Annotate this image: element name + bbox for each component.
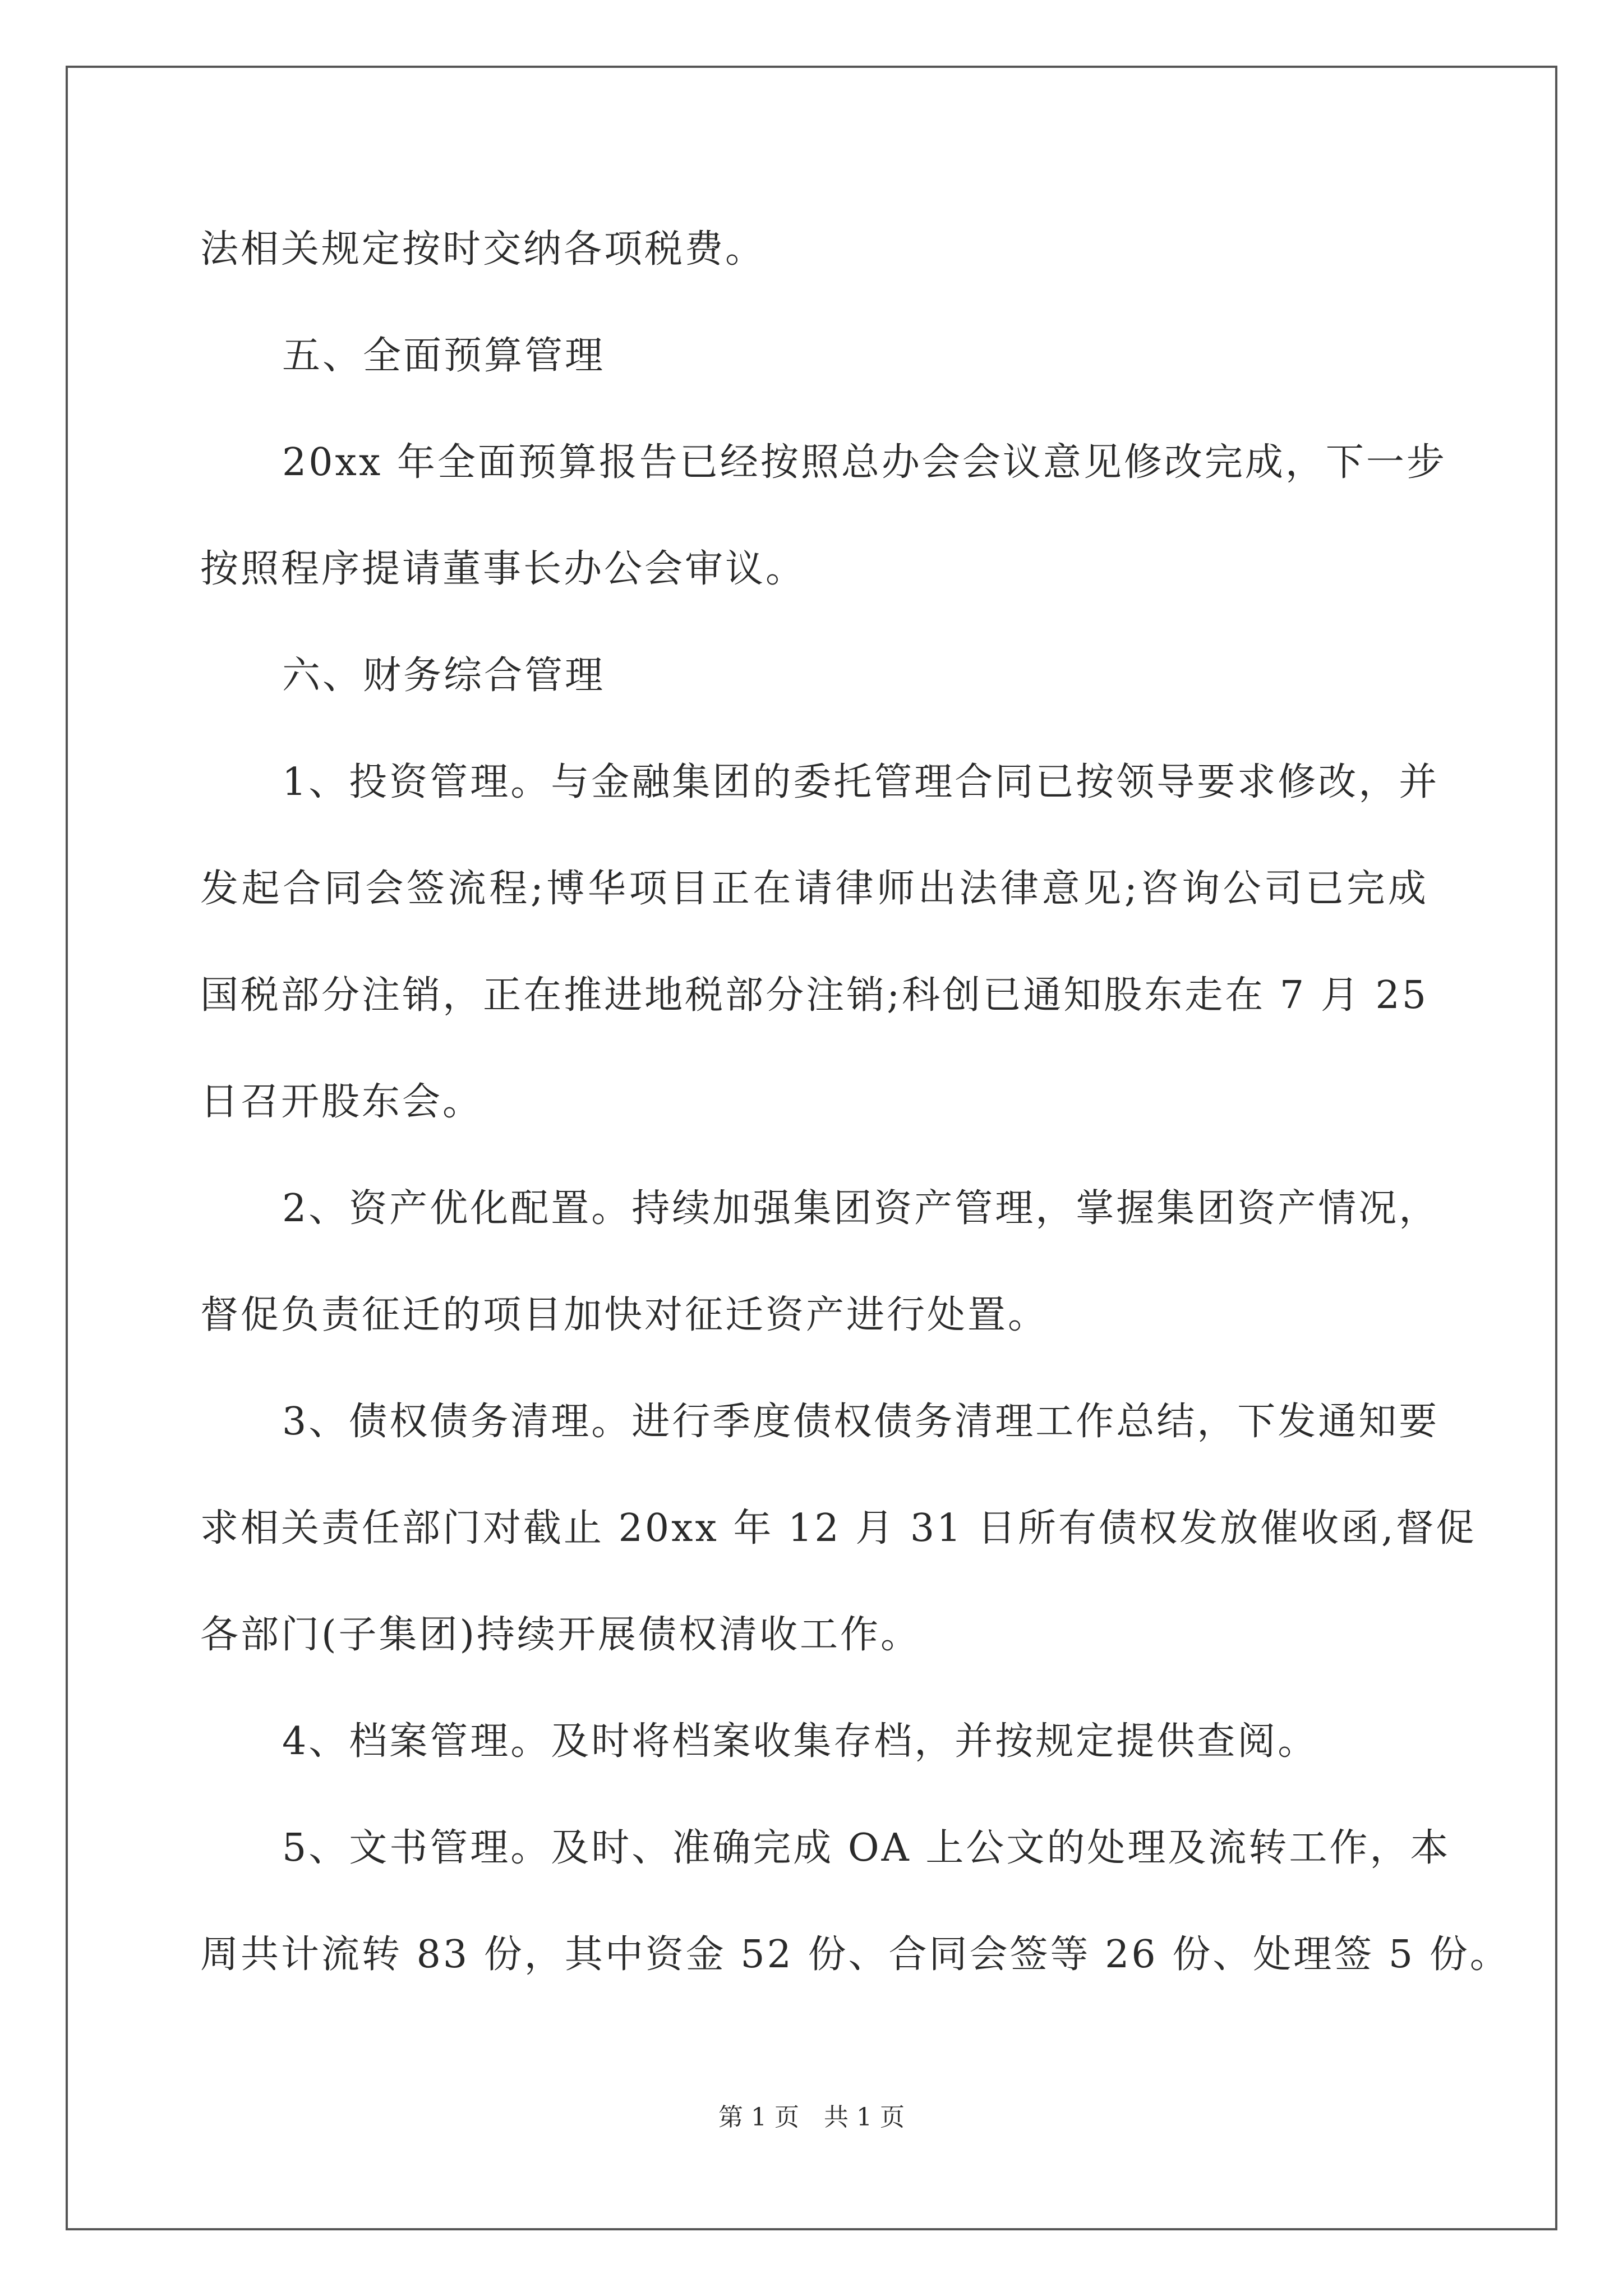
page-number-footer: 第 1 页 共 1 页 xyxy=(718,2103,905,2132)
page-border xyxy=(66,66,1557,2230)
text-line: 1、投资管理。与金融集团的委托管理合同已按领导要求修改，并 xyxy=(282,760,1440,804)
text-line: 发起合同会签流程;博华项目正在请律师出法律意见;咨询公司已完成 xyxy=(200,867,1428,911)
text-line: 日召开股东会。 xyxy=(200,1080,483,1124)
text-line: 按照程序提请董事长办公会审议。 xyxy=(200,547,806,591)
text-line: 周共计流转 83 份，其中资金 52 份、合同会签等 26 份、处理签 5 份。 xyxy=(200,1932,1510,1977)
text-line: 5、文书管理。及时、准确完成 OA 上公文的处理及流转工作，本 xyxy=(282,1826,1451,1870)
text-line: 3、债权债务清理。进行季度债权债务清理工作总结，下发通知要 xyxy=(282,1400,1440,1444)
text-line: 求相关责任部门对截止 20xx 年 12 月 31 日所有债权发放催收函,督促 xyxy=(200,1506,1477,1550)
text-line: 各部门(子集团)持续开展债权清收工作。 xyxy=(200,1613,921,1657)
text-line: 2、资产优化配置。持续加强集团资产管理，掌握集团资产情况， xyxy=(282,1186,1440,1231)
text-line: 国税部分注销，正在推进地税部分注销;科创已通知股东走在 7 月 25 xyxy=(200,973,1428,1018)
section-heading: 六、财务综合管理 xyxy=(282,654,606,698)
text-line: 4、档案管理。及时将档案收集存档，并按规定提供查阅。 xyxy=(282,1719,1318,1764)
section-heading: 五、全面预算管理 xyxy=(282,334,606,378)
text-line: 法相关规定按时交纳各项税费。 xyxy=(200,227,766,272)
text-line: 20xx 年全面预算报告已经按照总办会会议意见修改完成，下一步 xyxy=(282,440,1447,485)
text-line: 督促负责征迁的项目加快对征迁资产进行处置。 xyxy=(200,1293,1049,1337)
